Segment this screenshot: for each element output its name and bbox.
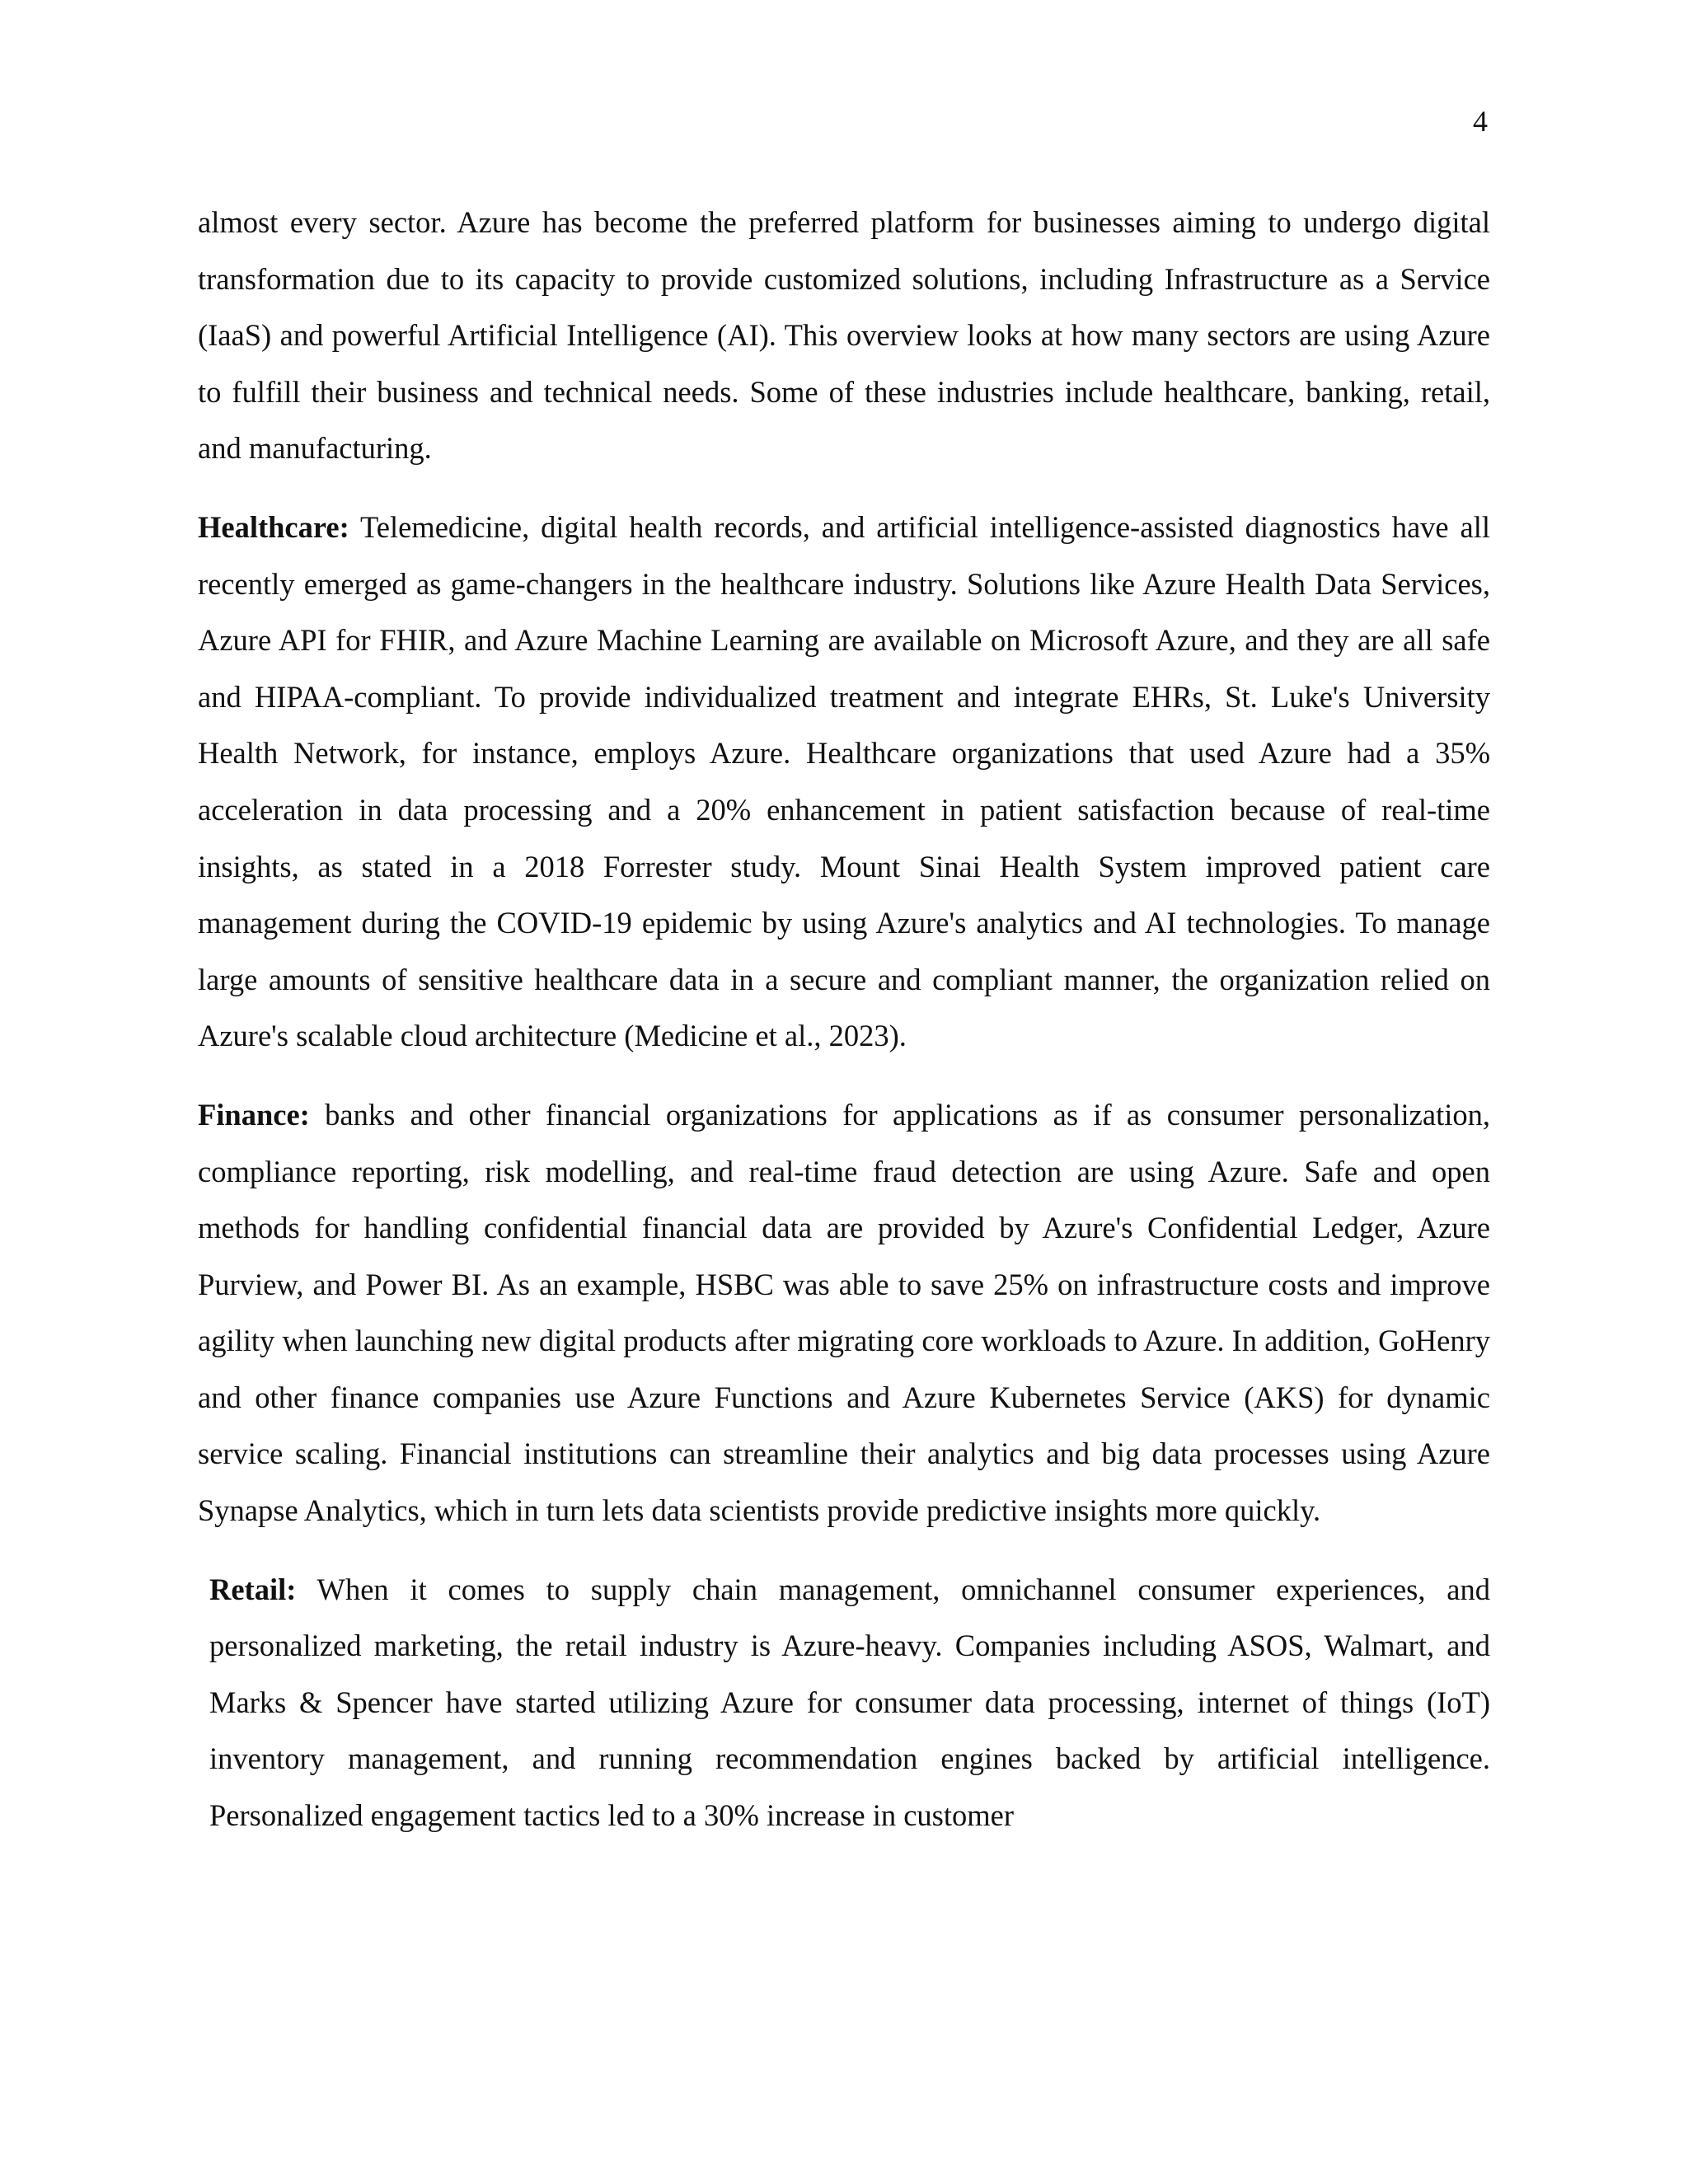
healthcare-heading: Healthcare: [198, 509, 349, 544]
finance-heading: Finance: [198, 1097, 310, 1132]
healthcare-paragraph-text: Telemedicine, digital health records, and artificial intelligence-assisted diagnostics have all recently emerged as game-changers in the healthcare industry. Solutions like Azure Health Data Services, Azure API for FHIR, and Azure Machine Learning are available on Microsoft Azure, and they are all safe and HIPAA-compliant. To provide individualized treatment and integrate EHRs, St. Luke's University Health Network, for instance, employs Azure. Healthcare organizations that used Azure had a 35% acceleration in data processing and a 20% enhancement in patient satisfaction because of real-time insights, as stated in a 2018 Forrester study. Mount Sinai Health System improved patient care management during the COVID-19 epidemic by using Azure's analytics and AI technologies. To manage large amounts of sensitive healthcare data in a secure and compliant manner, the organization relied on Azure's scalable cloud architecture (Medicine et al., 2023). [198, 509, 1490, 1053]
intro-paragraph-text: almost every sector. Azure has become the preferred platform for businesses aiming to undergo digital transformation due to its capacity to provide customized solutions, including Infrastructure as a Service (IaaS) and powerful Artificial Intelligence (AI). This overview looks at how many sectors are using Azure to fulfill their business and technical needs. Some of these industries include healthcare, banking, retail, and manufacturing. [198, 205, 1490, 466]
page-number: 4 [1473, 105, 1488, 138]
retail-paragraph [198, 1562, 1490, 1844]
retail-paragraph-text: When it comes to supply chain management, omnichannel consumer experiences, and personalized marketing, the retail industry is Azure-heavy. Companies including ASOS, Walmart, and Marks & Spencer have started utilizing Azure for consumer data processing, internet of things (IoT) inventory management, and running recommendation engines backed by artificial intelligence. Personalized engagement tactics led to a 30% increase in customer [209, 1572, 1490, 1833]
intro-paragraph [198, 194, 1490, 477]
retail-heading: Retail: [209, 1572, 297, 1606]
document-body [198, 194, 1490, 1867]
finance-paragraph-text: banks and other financial organizations for applications as if as consumer personalization, compliance reporting, risk modelling, and real-time fraud detection are using Azure. Safe and open methods for handling confidential financial data are provided by Azure's Confidential Ledger, Azure Purview, and Power BI. As an example, HSBC was able to save 25% on infrastructure costs and improve agility when launching new digital products after migrating core workloads to Azure. In addition, GoHenry and other finance companies use Azure Functions and Azure Kubernetes Service (AKS) for dynamic service scaling. Financial institutions can streamline their analytics and big data processes using Azure Synapse Analytics, which in turn lets data scientists provide predictive insights more quickly. [198, 1097, 1490, 1528]
healthcare-paragraph [198, 499, 1490, 1065]
finance-paragraph [198, 1087, 1490, 1540]
